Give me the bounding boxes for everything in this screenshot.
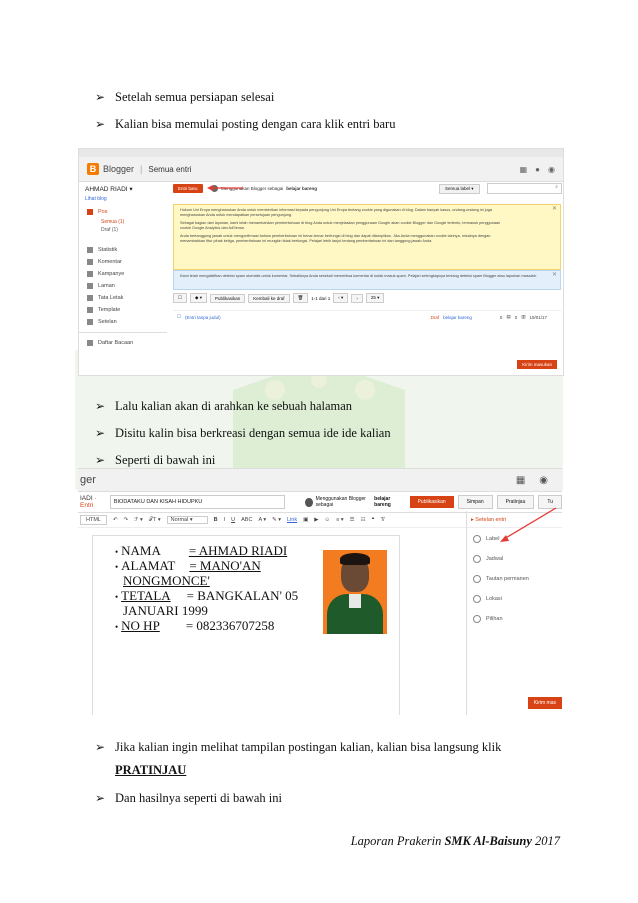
side-item-schedule[interactable]: Jadwal [467,549,562,569]
bullet-text: Seperti di bawah ini [115,453,216,467]
pages-icon [87,283,93,289]
bullet-text: Kalian bisa memulai posting dengan cara klik entri baru [115,117,396,131]
feedback-button[interactable]: Kirim mas [528,697,562,709]
user-info: Menggunakan Blogger sebagai belajar bareng [211,185,317,192]
pager-text: 1-1 dari 1 [311,295,331,301]
next-page-button[interactable]: › [351,294,363,303]
undo-icon[interactable]: ↶ [112,517,118,523]
bio-line-nama: • NAMA = AHMAD RIADI [115,543,288,558]
sidebar-item-posts[interactable]: Pos [79,206,167,218]
side-item-permalink[interactable]: Tautan permanen [467,569,562,589]
search-input[interactable] [487,183,562,194]
template-icon [87,307,93,313]
sidebar-item-reading-list[interactable]: Daftar Bacaan [79,337,167,349]
brand-name: ger [80,474,96,486]
trash-icon[interactable]: 🗑 [293,293,309,303]
side-item-location[interactable]: Lokasi [467,589,562,609]
post-comment-count: 0 [499,314,503,320]
bullet-item [95,398,352,414]
bullet-item [95,89,274,105]
breadcrumb: IADI · Entri [80,495,97,509]
view-blog-link[interactable]: Lihat blog [85,196,107,202]
gear-icon [87,319,93,325]
close-button[interactable]: Tu [538,495,562,509]
bold-icon[interactable]: B [213,517,218,523]
sidebar-item-campaigns[interactable]: Kampanye [79,268,167,280]
stats-icon [87,247,93,253]
sidebar-divider [79,332,167,333]
arrow-bullet-icon: ➢ [95,740,106,754]
quote-icon[interactable]: ❝ [371,517,375,523]
post-checkbox[interactable]: ☐ [177,314,182,319]
bio-line-nohp: • NO HP = 082336707258 [115,618,275,633]
sidebar-item-stats[interactable]: Statistik [79,244,167,256]
red-arrow-annotation [498,505,558,545]
bio-line-alamat: • ALAMAT = MANO'AN [115,558,261,573]
comment-icon: ▤ [506,314,511,319]
post-settings-heading[interactable]: ▸ Setelan entri [471,517,507,523]
blog-name[interactable]: AHMAD RIADI ▾ [85,186,133,193]
sidebar-item-template[interactable]: Template [79,304,167,316]
emoji-icon[interactable]: ☺ [324,517,331,523]
post-row[interactable] [173,310,561,323]
clock-icon [473,555,481,563]
account-icon[interactable]: ◉ [539,474,548,486]
text-color-icon[interactable]: A ▾ [258,517,267,523]
brand-name: Blogger [103,164,135,174]
side-item-label[interactable]: Label [467,529,562,549]
feedback-button[interactable]: Kirim masukan [517,360,557,369]
spam-notice: ✕ Kami telah mengaktifkan deteksi spam otomatis untuk komentar. Sebaliknya Anda sesekali memeriksa komentar di kotak masuk spam. Pelajari selengkapnya tentang deteksi spam Blogger atau laporkan masalah. [173,270,561,290]
posts-toolbar [173,292,561,304]
page-title: Semua entri [148,164,192,174]
arrow-bullet-icon: ➢ [95,453,106,467]
bullet-text: Lalu kalian akan di arahkan ke sebuah halaman [115,399,353,413]
html-mode-button[interactable]: HTML [80,515,107,525]
bullet-item [95,790,282,806]
new-post-button[interactable]: Entri baru [173,184,203,193]
sidebar-item-comments[interactable]: Komentar [79,256,167,268]
browser-bookmarks-bar [79,149,563,157]
publish-button[interactable]: Publikasikan [410,496,454,508]
preview-button[interactable]: Pratinjau [497,495,535,509]
post-date: 19/01/17 [529,314,547,320]
profile-photo [323,550,387,634]
post-author: belajar bareng [443,314,472,320]
location-icon [473,595,481,603]
revert-draft-button[interactable]: Kembali ke draf [248,294,289,303]
highlight-icon[interactable]: ✎ ▾ [272,517,281,523]
publish-button[interactable]: Publikasikan [210,294,245,303]
editor-title-bar [78,492,562,513]
side-item-options[interactable]: Pilihan [467,609,562,629]
underline-icon[interactable]: U [231,517,236,523]
post-title[interactable]: (Entri tanpa judul) [185,314,221,320]
arrow-bullet-icon: ➢ [95,117,106,131]
close-icon[interactable]: ✕ [551,206,557,212]
arrow-bullet-icon: ➢ [95,90,106,104]
sidebar-item-pages[interactable]: Laman [79,280,167,292]
posts-main [171,182,563,375]
sidebar [79,182,167,375]
blogger-logo-icon: B [87,163,99,175]
bio-line-tetala: • TETALA = BANGKALAN' 05 [115,588,299,603]
font-size-icon[interactable]: 𝒯T ▾ [148,516,161,523]
layout-icon [87,295,93,301]
blogger-header [78,469,562,492]
strikethrough-icon[interactable]: ABC [241,517,253,523]
account-icon[interactable]: ● [535,164,541,174]
save-button[interactable]: Simpan [458,495,493,509]
redo-icon[interactable]: ↷ [123,517,129,523]
link-button[interactable]: Link [287,517,298,523]
bullet-item [95,739,501,755]
label-dropdown[interactable]: ◆ ▾ [190,293,207,303]
apps-grid-icon[interactable]: ▦ [519,164,528,174]
bullet-text: Disitu kalin bisa berkreasi dengan semua ide ide kalian [115,426,391,440]
arrow-bullet-icon: ➢ [95,399,106,413]
select-all-checkbox[interactable]: ☐ [173,293,187,303]
image-icon[interactable]: ▣ [303,517,309,523]
bookmark-icon [87,340,93,346]
apps-grid-icon[interactable]: ▦ [515,474,526,486]
bio-line-alamat-cont: NONGMONCE' [123,573,210,588]
sidebar-sub-all[interactable]: Semua (1) [101,219,125,225]
views-icon: ▥ [521,314,526,319]
user-info: Menggunakan Blogger sebagai belajar bareng [305,496,401,508]
clear-format-icon[interactable]: T̸ [380,517,384,523]
labels-dropdown[interactable]: Semua label ▾ [439,184,480,194]
page-footer: Laporan Prakerin SMK Al-Baisuny 2017 [350,834,560,848]
notifications-icon[interactable]: ◉ [548,164,555,174]
jump-break-icon[interactable]: ≡ ▾ [336,517,344,523]
bullet-item [95,452,215,468]
bio-line-tetala-cont: JANUARI 1999 [123,603,208,618]
link-icon [473,575,481,583]
blogger-posts-screenshot [78,148,564,376]
sidebar-item-settings[interactable]: Setelan [79,316,167,328]
font-icon[interactable]: ℱ ▾ [134,517,143,523]
align-icon[interactable]: ☰ [349,517,355,523]
post-view-count: 0 [514,314,518,320]
blogger-header [79,157,563,182]
per-page-select[interactable]: 25 ▾ [366,293,385,303]
paragraph-style-select[interactable]: Normal ▾ [167,516,208,524]
preview-keyword: PRATINJAU [115,763,187,777]
header-separator: | [140,164,143,174]
bullet-text: Dan hasilnya seperti di bawah ini [115,791,282,805]
prev-page-button[interactable]: ‹ ▾ [333,293,348,303]
bullet-text: Setelah semua persiapan selesai [115,90,275,104]
gear-icon [473,615,481,623]
arrow-bullet-icon: ➢ [95,426,106,440]
sidebar-sub-draft[interactable]: Draf (1) [101,227,118,233]
bullet-text: Jika kalian ingin melihat tampilan postingan kalian, kalian bisa langsung klik [115,740,502,754]
arrow-bullet-icon: ➢ [95,791,106,805]
bullet-item [95,116,395,132]
sidebar-item-layout[interactable]: Tata Letak [79,292,167,304]
campaign-icon [87,271,93,277]
avatar [305,498,312,507]
bullet-item [95,425,391,441]
blogger-editor-screenshot [78,468,562,715]
video-icon[interactable]: ▶ [314,517,319,523]
comments-icon [87,259,93,265]
red-arrow-annotation [205,183,245,193]
close-icon[interactable]: ✕ [551,272,557,278]
list-icon[interactable]: ☷ [360,517,366,523]
cookie-notice: ✕ Hukum Uni Eropa mengharuskan Anda untuk memberikan informasi kepada pengunjung Uni Eropa tentang cookie yang digunakan di blog. Dalam banyak kasus, undang-undang ini juga mengharuskan Anda untuk mendapatkan persetujuan pengunjung. Sebagai bagian dari layanan, kami telah menambahkan pemberitahuan di blog Anda untuk menjelaskan penggunaan Google akan cookie Blogger dan Google tertentu, termasuk penggunaan cookie Google Analytics dan AdSense. Anda bertanggung jawab untuk mengonfirmasi bahwa pemberitahuan ini benar-benar berfungsi di blog dan dapat ditampilkan. Jika Anda menggunakan cookie lainnya, misalnya dengan menambahkan fitur pihak ketiga, pemberitahuan ini mungkin tidak berfungsi. Pelajari lebih lanjut tentang pemberitahuan ini dan tanggung jawab Anda. [173,204,561,270]
posts-icon [87,209,93,215]
search-icon: ⌕ [555,184,558,190]
label-icon [473,535,481,543]
post-title-input[interactable]: BIODATAKU DAN KISAH HIDUPKU [110,495,286,509]
post-status: Draf [430,314,440,320]
italic-icon[interactable]: I [223,517,226,523]
